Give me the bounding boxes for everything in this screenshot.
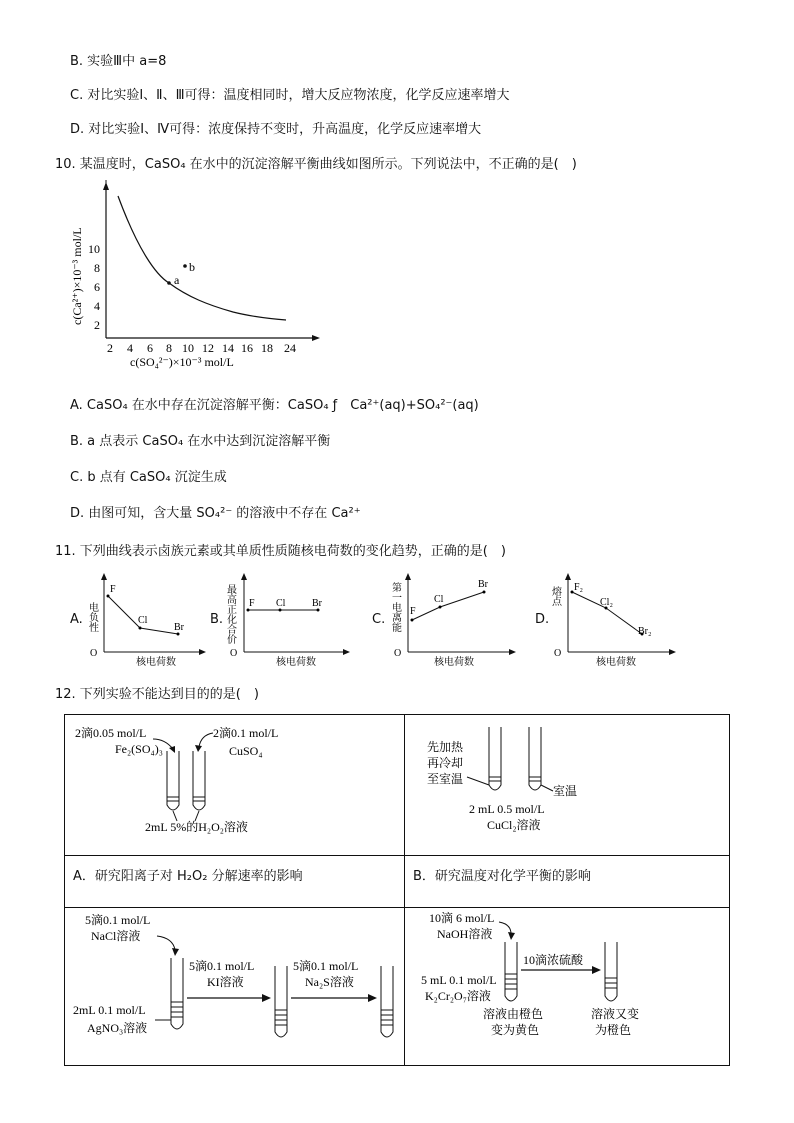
svg-text:5滴0.1 mol/L: 5滴0.1 mol/L [85,913,151,927]
svg-text:KI溶液: KI溶液 [207,975,244,989]
x-tick: 18 [261,341,273,355]
svg-text:室温: 室温 [553,784,578,798]
point-b [183,264,187,268]
x-tick: 10 [182,341,194,355]
y-tick: 4 [94,299,100,313]
y-axis-label: c(Ca²⁺)×10⁻³ mol/L [70,227,84,325]
q11-graph-d [549,572,682,668]
ylabel-c: 第一电离能 [389,582,401,632]
q9-option-c: C. 对比实验Ⅰ、Ⅱ、Ⅲ可得：温度相同时，增大反应物浓度，化学反应速率增大 [70,88,510,103]
svg-text:2 mL 0.5 mol/L: 2 mL 0.5 mol/L [469,802,545,816]
q10-stem: 10. 某温度时，CaSO₄ 在水中的沉淀溶解平衡曲线如图所示。下列说法中，不正确的是( ) [55,157,577,172]
x-axis-label: c(SO₄²⁻)×10⁻³ mol/L [130,355,234,369]
svg-text:O: O [394,648,402,659]
svg-text:10滴浓硫酸: 10滴浓硫酸 [523,953,584,967]
point-a-label: a [174,273,180,287]
svg-text:再冷却: 再冷却 [427,756,464,770]
svg-text:AgNO₃溶液: AgNO₃溶液 [87,1021,148,1035]
svg-text:Cl: Cl [138,615,148,626]
svg-text:F: F [410,606,416,617]
q11-graph-a [88,572,213,668]
q12-c-figure [65,908,404,1065]
q10-option-c: C. b 点有 CaSO₄ 沉淀生成 [70,470,227,485]
svg-text:核电荷数: 核电荷数 [434,657,474,668]
y-tick: 10 [88,242,100,256]
svg-text:F₂: F₂ [574,582,584,593]
q12-b-figure [405,715,729,855]
ylabel-b: 最高正化合价 [224,584,236,644]
test-tube [505,942,517,1001]
svg-text:K₂Cr₂O₇溶液: K₂Cr₂O₇溶液 [425,989,491,1003]
svg-text:Br: Br [312,598,322,609]
q10-option-a: A. CaSO₄ 在水中存在沉淀溶解平衡：CaSO₄ ƒ Ca²⁺(aq)+SO₄²⁻(aq) [70,398,479,413]
equilibrium-curve [118,196,286,320]
q11-c-label: C. [372,612,386,627]
q11-a-label: A. [70,612,83,627]
q12-d-figure [405,908,729,1065]
test-tube [605,942,617,1001]
x-tick: 12 [202,341,214,355]
q12-a-caption: A．研究阳离子对 H₂O₂ 分解速率的影响 [73,869,303,884]
svg-text:为橙色: 为橙色 [595,1023,632,1037]
svg-text:2mL 0.1 mol/L: 2mL 0.1 mol/L [73,1003,146,1017]
svg-text:Cl: Cl [276,598,286,609]
svg-text:CuSO₄: CuSO₄ [229,744,263,758]
svg-text:核电荷数: 核电荷数 [596,657,636,668]
x-tick: 6 [147,341,153,355]
q12-a-figure [65,715,404,855]
svg-text:Cl: Cl [434,594,444,605]
svg-text:2滴0.05 mol/L: 2滴0.05 mol/L [75,726,147,740]
svg-text:Br: Br [174,622,184,633]
test-tube [171,958,183,1029]
x-tick: 4 [127,341,133,355]
y-tick: 2 [94,318,100,332]
svg-text:F: F [249,598,255,609]
svg-text:NaCl溶液: NaCl溶液 [91,929,141,943]
svg-text:NaOH溶液: NaOH溶液 [437,927,493,941]
svg-text:F: F [110,584,116,595]
q10-solubility-graph [68,180,330,370]
svg-text:变为黄色: 变为黄色 [491,1023,540,1037]
svg-text:2mL 5%的H₂O₂溶液: 2mL 5%的H₂O₂溶液 [145,820,248,834]
svg-text:Na₂S溶液: Na₂S溶液 [305,975,354,989]
svg-text:10滴 6 mol/L: 10滴 6 mol/L [429,911,495,925]
q9-option-d: D. 对比实验Ⅰ、Ⅳ可得：浓度保持不变时，升高温度，化学反应速率增大 [70,122,482,137]
q10-option-b: B. a 点表示 CaSO₄ 在水中达到沉淀溶解平衡 [70,434,331,449]
q9-option-b: B. 实验Ⅲ中 a=8 [70,54,167,69]
svg-text:5 mL 0.1 mol/L: 5 mL 0.1 mol/L [421,973,497,987]
q11-d-label: D. [535,612,550,627]
svg-text:5滴0.1 mol/L: 5滴0.1 mol/L [189,959,255,973]
x-tick: 24 [284,341,296,355]
q12-stem: 12. 下列实验不能达到目的的是( ) [55,687,259,702]
y-tick: 8 [94,261,100,275]
x-tick: 8 [166,341,172,355]
q11-graph-b [226,572,356,668]
q12-b-caption: B．研究温度对化学平衡的影响 [413,869,591,884]
svg-text:Cl₂: Cl₂ [600,597,613,608]
svg-text:至室温: 至室温 [427,772,464,786]
svg-text:2滴0.1 mol/L: 2滴0.1 mol/L [213,726,279,740]
y-tick: 6 [94,280,100,294]
q11-b-label: B. [210,612,224,627]
svg-text:5滴0.1 mol/L: 5滴0.1 mol/L [293,959,359,973]
svg-text:溶液由橙色: 溶液由橙色 [483,1007,544,1021]
point-b-label: b [189,260,195,274]
svg-text:先加热: 先加热 [427,740,464,754]
svg-text:O: O [90,648,98,659]
svg-text:CuCl₂溶液: CuCl₂溶液 [487,818,541,832]
ylabel-a: 电负性 [86,602,98,632]
svg-text:Fe₂(SO₄)₃: Fe₂(SO₄)₃ [115,742,163,756]
x-tick: 14 [222,341,234,355]
svg-text:Br₂: Br₂ [638,626,652,637]
svg-text:溶液又变: 溶液又变 [591,1007,640,1021]
svg-text:核电荷数: 核电荷数 [276,657,316,668]
q10-option-d: D. 由图可知，含大量 SO₄²⁻ 的溶液中不存在 Ca²⁺ [70,506,361,521]
x-tick: 16 [241,341,253,355]
q11-stem: 11. 下列曲线表示卤族元素或其单质性质随核电荷数的变化趋势，正确的是( ) [55,544,506,559]
svg-text:Br: Br [478,579,488,590]
test-tube [275,966,287,1037]
point-a [167,281,171,285]
svg-text:O: O [554,648,562,659]
ylabel-d: 熔点 [549,586,561,606]
test-tube [381,966,393,1037]
svg-text:核电荷数: 核电荷数 [136,657,176,668]
q12-experiment-table [64,714,730,1066]
svg-text:O: O [230,648,238,659]
q11-graph-c [389,572,522,668]
x-tick: 2 [107,341,113,355]
